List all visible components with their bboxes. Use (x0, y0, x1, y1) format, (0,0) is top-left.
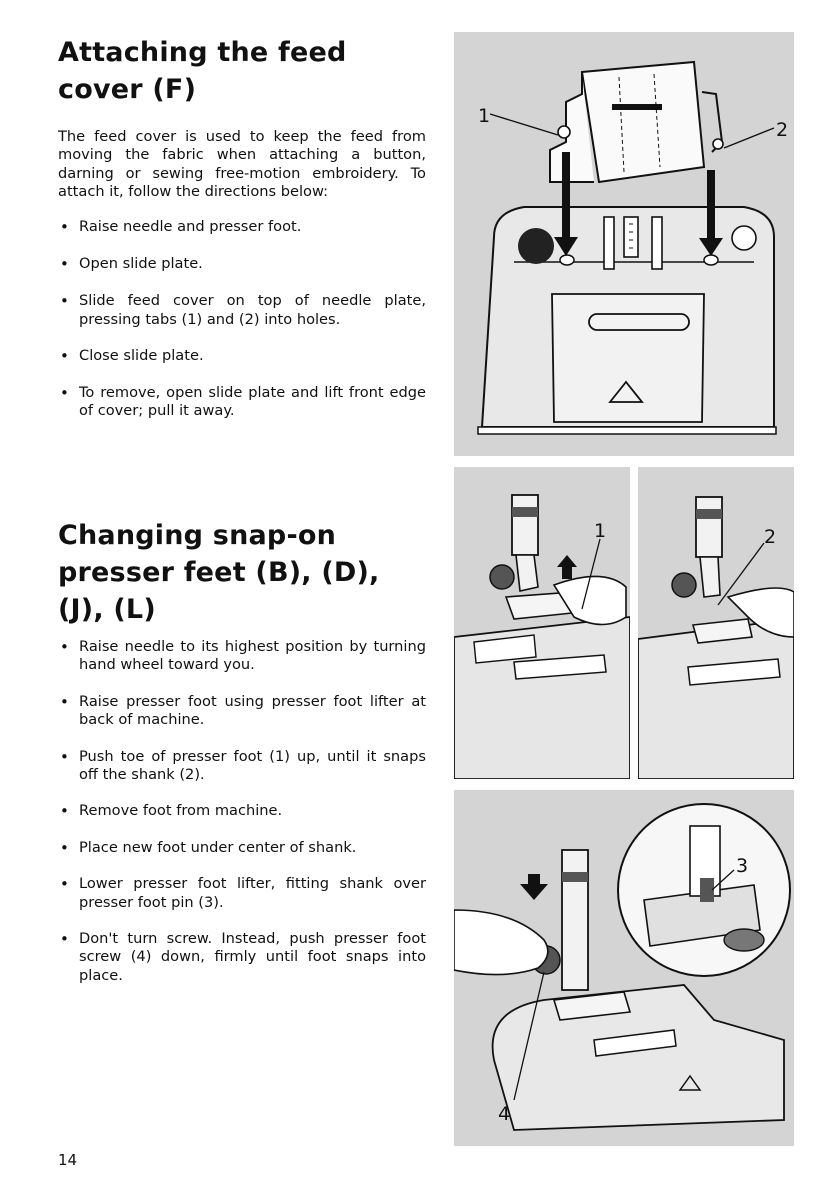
foot-installation-illustration (454, 790, 794, 1146)
title-line: Changing snap-on (58, 520, 337, 551)
feed-cover-steps (58, 218, 426, 421)
callout-4: 4 (498, 1103, 511, 1125)
callout-1: 1 (478, 105, 491, 127)
section-title-presser-feet (58, 517, 426, 628)
shank-diagram (638, 467, 794, 779)
section-title-feed-cover (58, 34, 426, 108)
shank-illustration (638, 467, 794, 779)
intro-paragraph: The feed cover is used to keep the feed from moving the fabric when attaching a button, darning or sewing free-motion embroidery. To attach it, follow the directions below: (58, 128, 426, 201)
title-line: presser feet (B), (D), (58, 557, 380, 588)
step-item: • Close slide plate. (58, 347, 426, 365)
step-item: • Raise needle to its highest position by turning hand wheel toward you. (58, 638, 426, 675)
step-item: • Raise presser foot using presser foot lifter at back of machine. (58, 693, 426, 730)
step-item: • Remove foot from machine. (58, 802, 426, 820)
presser-foot-removal-illustration (454, 467, 630, 779)
callout-1: 1 (594, 520, 607, 542)
presser-feet-steps (58, 638, 426, 985)
title-line: cover (F) (58, 74, 197, 105)
step-item: • Raise needle and presser foot. (58, 218, 426, 236)
step-item: • Place new foot under center of shank. (58, 839, 426, 857)
presser-foot-removal-diagram (454, 467, 630, 779)
step-item: • Lower presser foot lifter, fitting shank over presser foot pin (3). (58, 875, 426, 912)
step-item: • Slide feed cover on top of needle plate, pressing tabs (1) and (2) into holes. (58, 292, 426, 329)
step-item: • To remove, open slide plate and lift front edge of cover; pull it away. (58, 384, 426, 421)
feed-cover-illustration (454, 32, 794, 456)
section-presser-feet (58, 517, 426, 985)
callout-2: 2 (776, 119, 789, 141)
page-number: 14 (58, 1151, 78, 1169)
callout-3: 3 (736, 855, 749, 877)
step-item: • Open slide plate. (58, 255, 426, 273)
step-item: • Don't turn screw. Instead, push presser foot screw (4) down, firmly until foot snaps into place. (58, 930, 426, 985)
callout-2: 2 (764, 526, 777, 548)
title-line: Attaching the feed (58, 37, 347, 68)
title-line: (J), (L) (58, 594, 156, 625)
section-feed-cover (58, 34, 426, 420)
foot-installation-diagram (454, 790, 794, 1146)
step-item: • Push toe of presser foot (1) up, until it snaps off the shank (2). (58, 748, 426, 785)
feed-cover-diagram (454, 32, 794, 456)
